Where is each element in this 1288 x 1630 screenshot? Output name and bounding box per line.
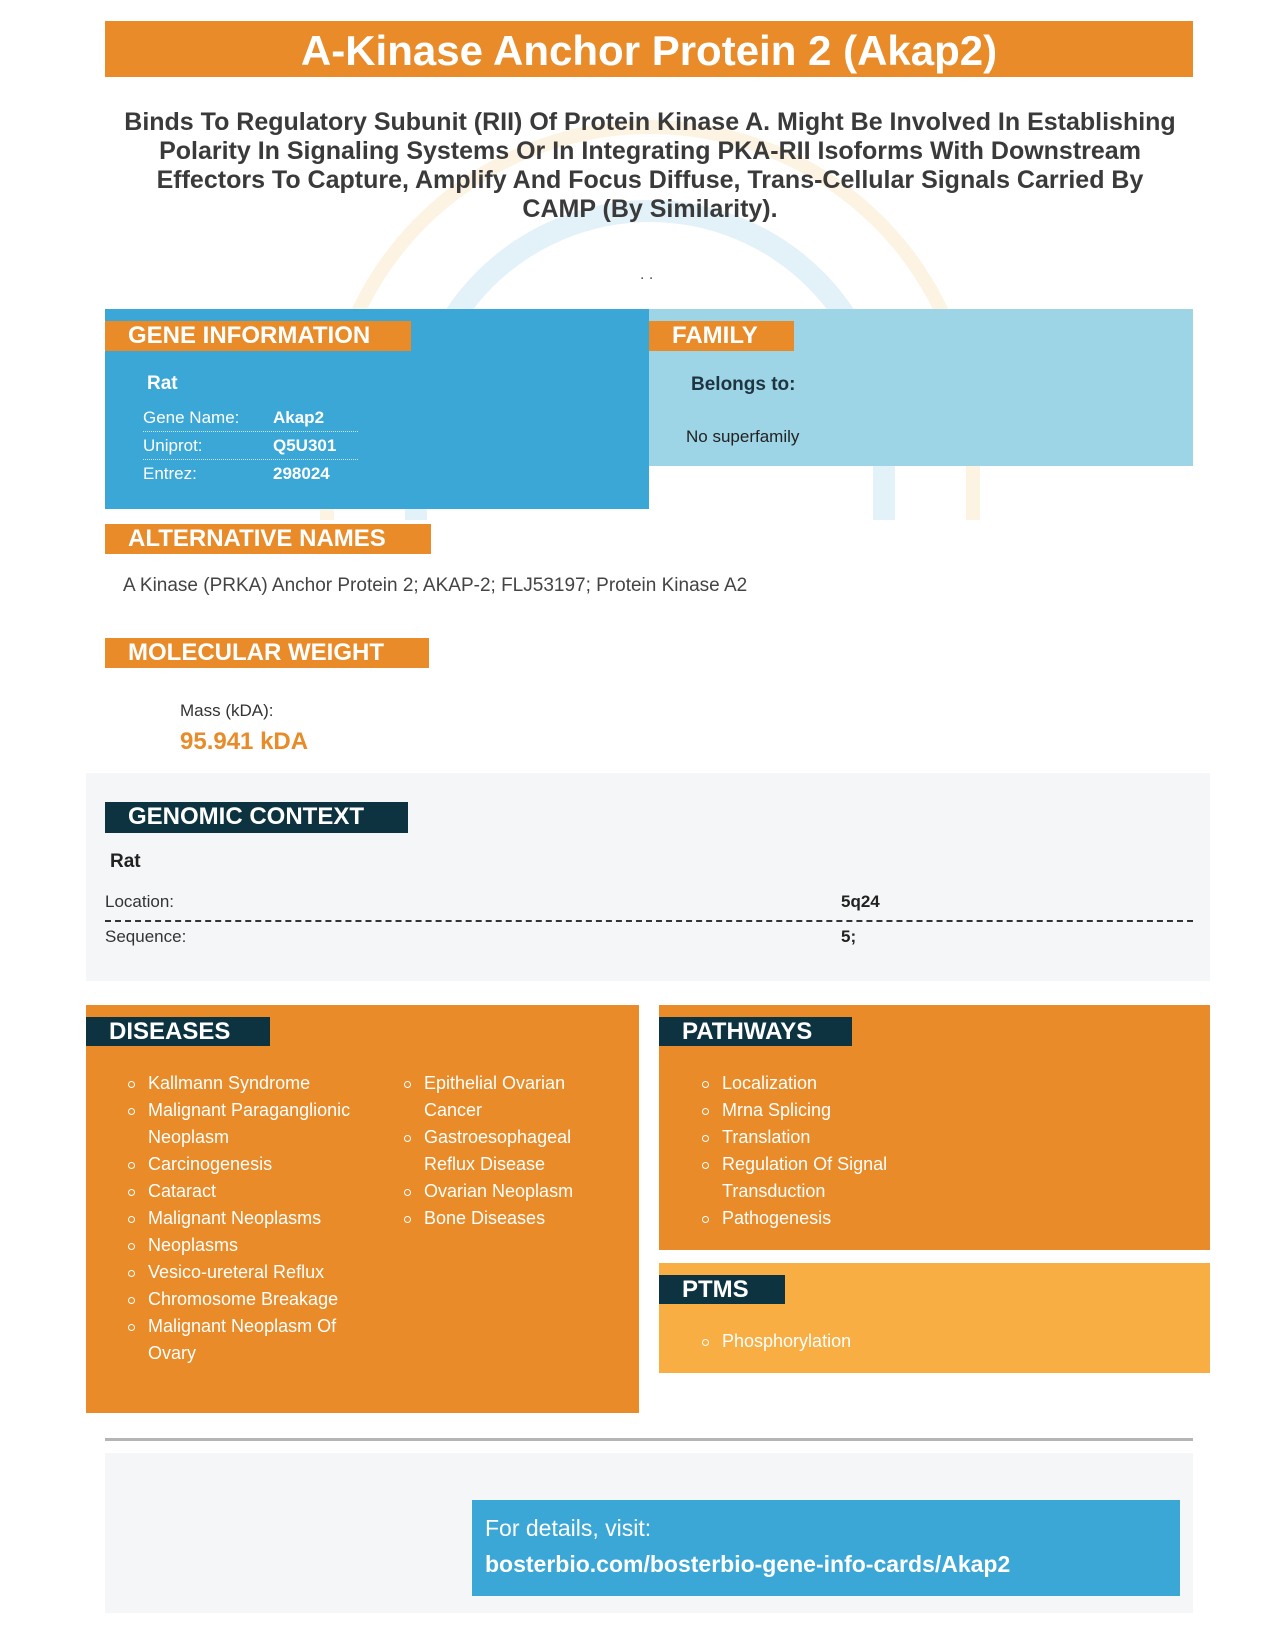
diseases-heading: DISEASES [86, 1017, 270, 1046]
mass-value: 95.941 kDA [180, 728, 309, 755]
disease-item: Bone Diseases [400, 1205, 580, 1232]
ptms-list [698, 1328, 998, 1355]
gene-row-gene-name [143, 404, 358, 432]
alternative-names-text: A Kinase (PRKA) Anchor Protein 2; AKAP-2; FLJ53197; Protein Kinase A2 [123, 575, 748, 596]
genomic-location-label: Location: [105, 892, 174, 911]
gene-row-key: Uniprot: [143, 436, 203, 455]
gene-info-species: Rat [147, 373, 178, 394]
pathway-item: Translation [698, 1124, 898, 1151]
gene-row-value: Akap2 [273, 408, 325, 427]
disease-item: Gastroesophageal Reflux Disease [400, 1124, 580, 1178]
details-link-url[interactable]: bosterbio.com/bosterbio-gene-info-cards/Akap2 [485, 1551, 1011, 1577]
molecular-weight-heading: MOLECULAR WEIGHT [105, 638, 429, 668]
genomic-context-species: Rat [110, 851, 141, 872]
pathway-item: Mrna Splicing [698, 1097, 898, 1124]
details-link-box[interactable] [472, 1500, 1180, 1596]
gene-info-table [143, 404, 358, 487]
details-link-intro: For details, visit: [485, 1515, 652, 1541]
gene-row-uniprot [143, 432, 358, 460]
ptm-item: Phosphorylation [698, 1328, 998, 1355]
family-value: No superfamily [686, 427, 800, 446]
disease-item: Kallmann Syndrome [124, 1070, 364, 1097]
disease-item: Ovarian Neoplasm [400, 1178, 580, 1205]
disease-item: Malignant Paraganglionic Neoplasm [124, 1097, 364, 1151]
gene-info-heading: GENE INFORMATION [105, 321, 411, 351]
family-belongs-label: Belongs to: [691, 374, 796, 395]
disease-item: Neoplasms [124, 1232, 364, 1259]
disease-item: Epithelial Ovarian Cancer [400, 1070, 580, 1124]
pathway-item: Localization [698, 1070, 898, 1097]
footer-divider [105, 1438, 1193, 1441]
genomic-sequence-value: 5; [841, 927, 857, 946]
genomic-location-row [105, 885, 1193, 919]
diseases-list-col2 [400, 1070, 580, 1232]
gene-row-value: Q5U301 [273, 436, 337, 455]
protein-summary: Binds To Regulatory Subunit (RII) Of Protein Kinase A. Might Be Involved In Establishing Polarity In Signaling Systems Or In Integrating PKA-RII Isoforms With Downstream Effectors To Capture, Amplify And Focus Diffuse, Trans-Cellular Signals Carried By CAMP (By Similarity). [124, 108, 1176, 223]
gene-row-key: Entrez: [143, 464, 197, 483]
pathway-item: Pathogenesis [698, 1205, 898, 1232]
separator-dots: . . [640, 266, 654, 283]
disease-item: Malignant Neoplasm Of Ovary [124, 1313, 364, 1367]
genomic-location-value: 5q24 [841, 892, 880, 911]
genomic-sequence-label: Sequence: [105, 927, 187, 946]
genomic-context-heading: GENOMIC CONTEXT [105, 802, 408, 833]
mass-label: Mass (kDA): [180, 701, 274, 720]
disease-item: Malignant Neoplasms [124, 1205, 364, 1232]
pathways-heading: PATHWAYS [659, 1017, 852, 1046]
family-heading: FAMILY [649, 321, 794, 351]
gene-row-value: 298024 [273, 464, 330, 483]
disease-item: Cataract [124, 1178, 364, 1205]
disease-item: Chromosome Breakage [124, 1286, 364, 1313]
pathway-item: Regulation Of Signal Transduction [698, 1151, 898, 1205]
pathways-list [698, 1070, 898, 1232]
disease-item: Vesico-ureteral Reflux [124, 1259, 364, 1286]
genomic-sequence-row [105, 920, 1193, 954]
gene-row-key: Gene Name: [143, 408, 240, 427]
page-title: A-Kinase Anchor Protein 2 (Akap2) [105, 21, 1193, 77]
gene-row-entrez [143, 460, 358, 487]
diseases-list-col1 [124, 1070, 364, 1367]
disease-item: Carcinogenesis [124, 1151, 364, 1178]
ptms-heading: PTMS [659, 1275, 785, 1304]
alternative-names-heading: ALTERNATIVE NAMES [105, 524, 431, 554]
